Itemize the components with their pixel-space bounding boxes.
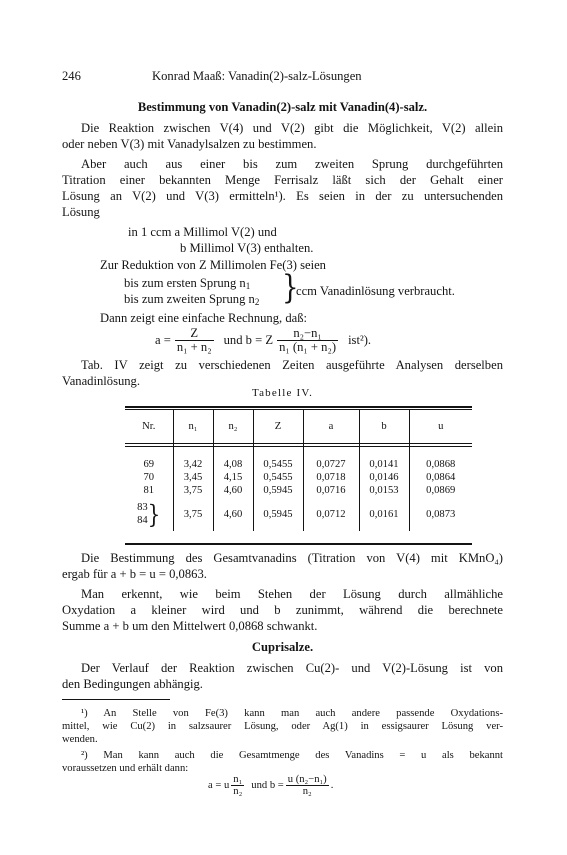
paragraph-line: Tab. IV zeigt zu verschiedenen Zeiten ausgeführte Analysen derselben [81,358,503,372]
section-heading: Bestimmung von Vanadin(2)-salz mit Vanadin(4)-salz. [137,100,428,114]
footnote-equation: a = u $\frac{\text{n₁}}{\text{n₂}}$ und b = $\frac{\text{u (n₂−n₁)}}{\text{n₂}}$ . [208,774,334,797]
table-row: 70 3,45 4,15 0,5455 0,0718 0,0146 0,0864 [125,471,472,484]
footnote-line: mittel, wie Cu(2) in salzsaurer Lösung, oder Ag(1) in essigsaurer Lösung ver- [62,721,503,732]
right-brace: } [282,269,299,307]
col-header-b: b [359,410,409,443]
paragraph-line: Zur Reduktion von Z Millimolen Fe(3) seien [100,258,326,272]
table-title: Tabelle IV. [251,387,314,399]
eq-und: und b = Z [223,333,274,347]
paragraph-line: Vanadinlösung. [62,374,141,388]
table-top-rule [125,406,472,408]
merged-nr-cell: 83 84 } [137,499,161,529]
row-brace: } [147,499,161,529]
sprung-tail: ccm Vanadinlösung verbraucht. [296,284,455,298]
paragraph-line: Lösung an V(2) und V(3) ermitteln¹). Es seien in der zu untersuchenden [62,189,503,203]
sprung-line-2: bis zum zweiten Sprung $n_2$ [124,292,260,307]
eq-a: a = [155,333,171,347]
paragraph-line: Die Reaktion zwischen V(4) und V(2) gibt die Möglichkeit, V(2) allein [81,121,503,135]
footnote-rule [62,699,170,700]
table-bottom-rule [125,543,472,545]
table-row: 69 3,42 4,08 0,5455 0,0727 0,0141 0,0868 [125,458,472,471]
paragraph-line: Oxydation a kleiner wird und b zunimmt, während die berechnete [62,603,503,617]
running-title: Konrad Maaß: Vanadin(2)-salz-Lösungen [152,69,362,83]
paragraph-line: Dann zeigt eine einfache Rechnung, daß: [100,311,308,325]
paragraph-line: oder neben V(3) mit Vanadylsalzen zu bestimmen. [62,137,317,151]
table-header-row [125,410,472,443]
section-heading: Cuprisalze. [251,640,314,654]
table-row: 81 3,75 4,60 0,5945 0,0716 0,0153 0,0869 [125,484,472,497]
col-header-n1: n₁ [173,410,213,443]
paragraph-line: Der Verlauf der Reaktion zwischen Cu(2)- und V(2)-Lösung ist von [81,661,503,675]
eq-fraction-2: $\frac{\text{n₂−n₁}}{\text{n₁ (n₁ + n₂)}}$ [279,326,337,354]
paragraph-line: Lösung [62,205,100,219]
eq-fraction-1: $\frac{Z}{\text{n₁ + n₂}}$ [176,326,212,354]
col-header-n2: n₂ [213,410,253,443]
sprung-line-1: bis zum ersten Sprung $n_1$ [124,276,251,291]
paragraph-line: Die Bestimmung des Gesamtvanadins (Titration von V(4) mit KMnO₄) [81,551,503,565]
paragraph-line: den Bedingungen abhängig. [62,677,203,691]
col-header-z: Z [253,410,303,443]
col-header-nr: Nr. [142,421,156,432]
paragraph-line: Aber auch aus einer bis zum zweiten Sprung durchgeführten [81,157,503,171]
paragraph-line: Summe a + b um den Mittelwert 0,0868 schwankt. [62,619,318,633]
paragraph-line: b Millimol V(3) enthalten. [180,241,314,255]
equation [155,327,371,354]
table-row: 83 84 } 3,75 4,60 0,5945 0,0712 0,0161 0,0873 [125,497,472,531]
page-number: 246 [62,69,81,83]
data-table [125,410,472,531]
paragraph-line: in 1 ccm a Millimol V(2) und [128,225,277,239]
footnote-line: ²) Man kann auch die Gesamtmenge des Vanadins = u als bekannt [81,750,503,761]
footnote-line: ¹) An Stelle von Fe(3) kann man auch andere passende Oxydations- [81,708,503,719]
footnote-line: wenden. [62,734,98,745]
paragraph-line: ergab für a + b = u = 0,0863. [62,567,207,581]
footnote-line: voraussetzen und erhält dann: [62,763,189,774]
col-header-u: u [409,410,472,443]
paragraph-line: Man erkennt, wie beim Stehen der Lösung durch allmähliche [81,587,503,601]
paragraph-line: Titration einer bekannten Menge Ferrisalz läßt sich der Gehalt einer [62,173,503,187]
col-header-a: a [303,410,359,443]
eq-ist: ist²). [348,333,372,347]
